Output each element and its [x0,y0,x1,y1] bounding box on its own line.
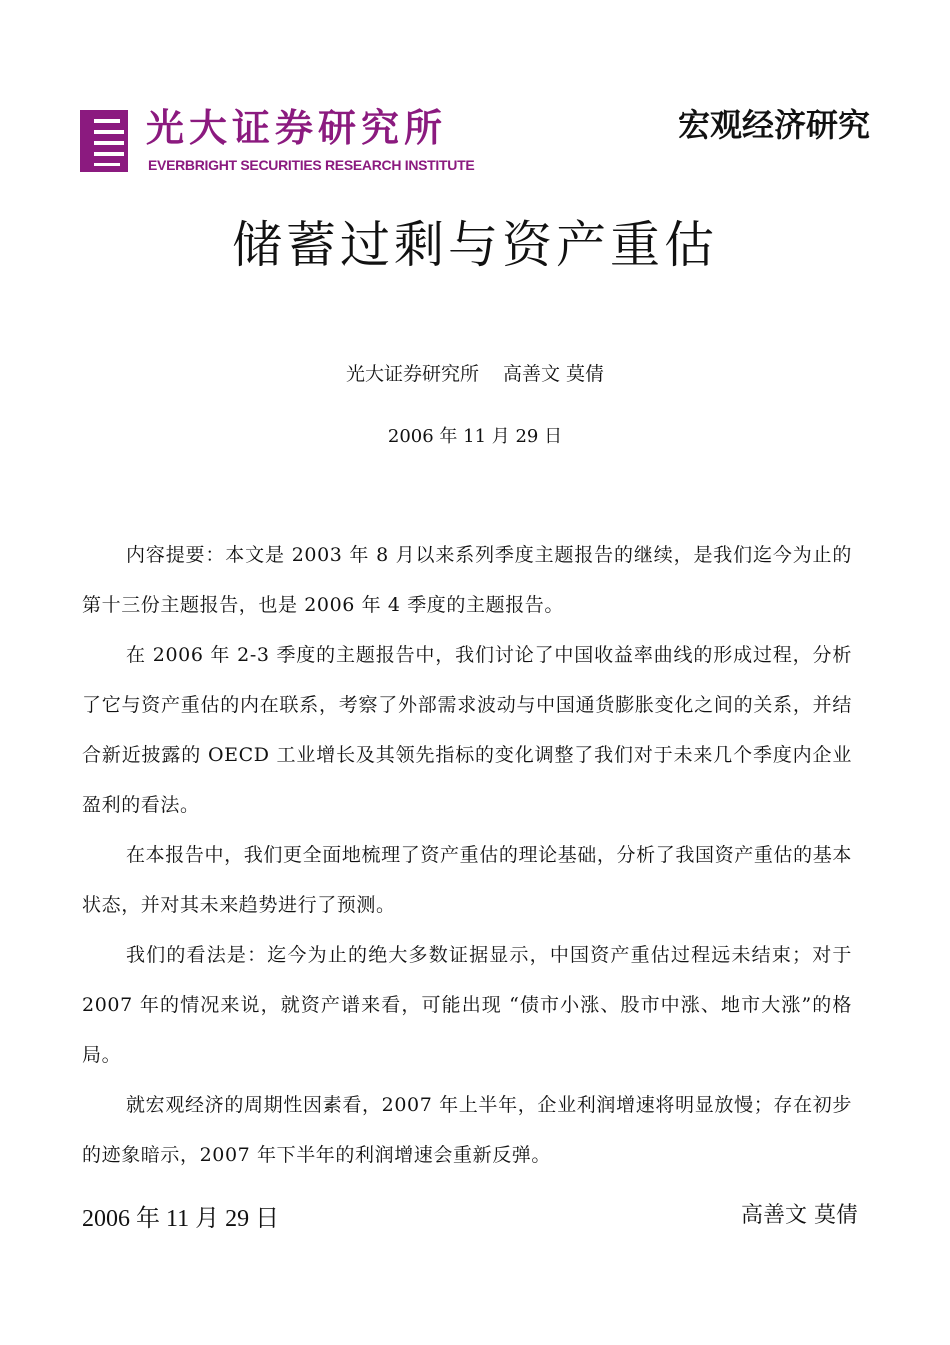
report-footer [82,1198,858,1238]
abstract-paragraph: 内容提要：本文是 2003 年 8 月以来系列季度主题报告的继续，是我们迄今为止的第十三份主题报告，也是 2006 年 4 季度的主题报告。 [82,544,852,616]
abstract-paragraph: 就宏观经济的周期性因素看，2007 年上半年，企业利润增速将明显放慢；存在初步的迹象暗示，2007 年下半年的利润增速会重新反弹。 [82,1094,852,1166]
abstract-paragraph: 在 2006 年 2-3 季度的主题报告中，我们讨论了中国收益率曲线的形成过程，分析了它与资产重估的内在联系，考察了外部需求波动与中国通货膨胀变化之间的关系，并结合新近披露的 OECD 工业增长及其领先指标的变化调整了我们对于未来几个季度内企业盈利的看法。 [82,644,852,816]
institution-name: 光大证券研究所 [345,363,479,385]
report-date: 2006 年 11 月 29 日 [387,426,563,447]
author-names: 高善文 莫倩 [502,363,605,385]
logo-chinese-name: 光大证券研究所 [146,106,448,150]
report-abstract [82,530,852,1180]
abstract-paragraph: 我们的看法是：迄今为止的绝大多数证据显示，中国资产重估过程远未结束；对于 2007 年的情况来说，就资产谱来看，可能出现 “债市小涨、股市中涨、地市大涨”的格局。 [82,944,852,1066]
report-header [80,100,870,180]
report-category: 宏观经济研究 [677,106,870,144]
everbright-logo-icon [80,110,128,172]
abstract-paragraph: 在本报告中，我们更全面地梳理了资产重估的理论基础，分析了我国资产重估的基本状态，并对其未来趋势进行了预测。 [82,844,852,916]
footer-date: 2006 年 11 月 29 日 [82,1206,280,1232]
report-title: 储蓄过剩与资产重估 [232,216,718,274]
logo-english-name: EVERBRIGHT SECURITIES RESEARCH INSTITUTE [148,157,475,173]
byline [0,360,950,388]
footer-authors: 高善文 莫倩 [741,1203,858,1228]
